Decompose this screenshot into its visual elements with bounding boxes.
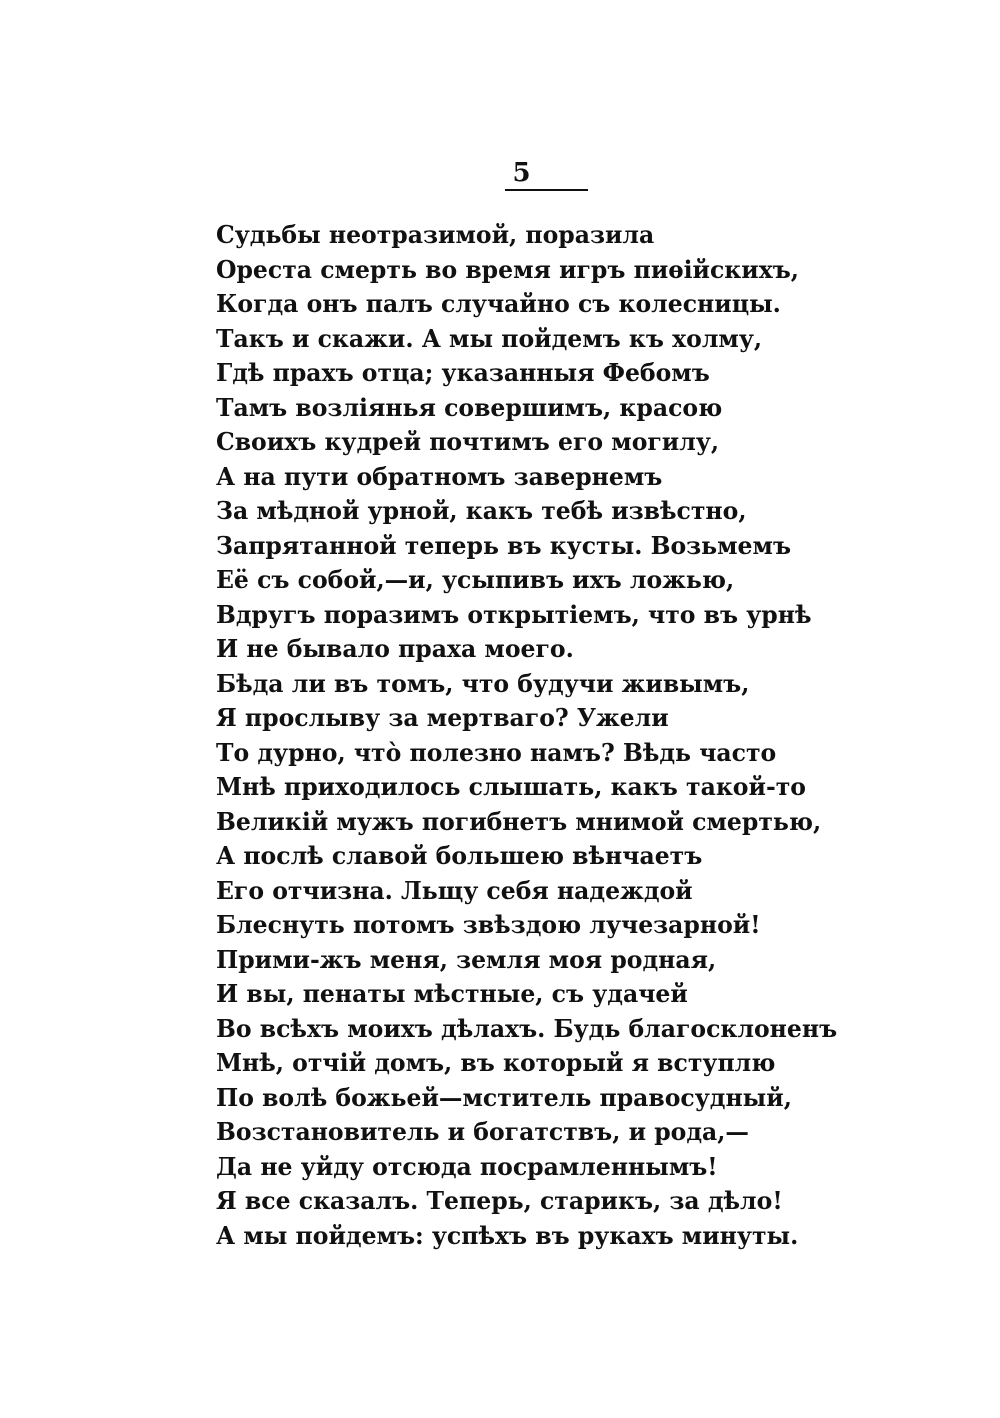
verse-line: Блеснуть потомъ звѣздою лучезарной!: [216, 910, 761, 939]
verse-line: Тамъ возліянья совершимъ, красою: [216, 392, 723, 422]
verse-line: Когда онъ палъ случайно съ колесницы.: [216, 289, 781, 318]
verse-text: [216, 218, 916, 1253]
verse-line: По волѣ божьей—мститель правосудный,: [216, 1082, 792, 1112]
verse-line: А послѣ славой большею вѣнчаетъ: [216, 841, 703, 870]
verse-line: Во всѣхъ моихъ дѣлахъ. Будь благосклоненъ: [216, 1013, 838, 1043]
verse-line: За мѣдной урной, какъ тебѣ извѣстно,: [216, 496, 747, 525]
verse-line: То дурно, что̀ полезно намъ? Вѣдь часто: [216, 737, 777, 767]
page-number-rule: [505, 189, 588, 191]
verse-line: Я все сказалъ. Теперь, старикъ, за дѣло!: [216, 1186, 783, 1215]
verse-line: Запрятанной теперь въ кусты. Возьмемъ: [216, 530, 791, 560]
verse-line: Вдругъ поразимъ открытіемъ, что въ урнѣ: [216, 599, 812, 629]
page-number: 5: [512, 158, 532, 188]
verse-line: А на пути обратномъ завернемъ: [216, 461, 663, 491]
verse-line: Такъ и скажи. А мы пойдемъ къ холму,: [216, 323, 763, 353]
verse-line: А мы пойдемъ: успѣхъ въ рукахъ минуты.: [216, 1220, 799, 1250]
verse-line: Да не уйду отсюда посрамленнымъ!: [216, 1151, 718, 1181]
verse-line: Мнѣ приходилось слышать, какъ такой-то: [216, 772, 806, 801]
verse-line: И вы, пенаты мѣстные, съ удачей: [216, 979, 688, 1008]
verse-line: Судьбы неотразимой, поразила: [216, 220, 655, 249]
verse-line: Прими-жъ меня, земля моя родная,: [216, 944, 717, 974]
verse-line: Мнѣ, отчій домъ, въ который я вступлю: [216, 1048, 776, 1077]
verse-line: Я прослыву за мертваго? Ужели: [216, 703, 669, 732]
verse-line: Великій мужъ погибнетъ мнимой смертью,: [216, 806, 822, 836]
verse-line: Бѣда ли въ томъ, что будучи живымъ,: [216, 668, 750, 698]
verse-line: Его отчизна. Льщу себя надеждой: [216, 875, 693, 905]
verse-line: Своихъ кудрей почтимъ его могилу,: [216, 427, 720, 456]
verse-line: И не бывало праха моего.: [216, 634, 574, 663]
verse-line: Её съ собой,—и, усыпивъ ихъ ложью,: [216, 565, 735, 594]
verse-line: Ореста смерть во время игръ пиѳійскихъ,: [216, 254, 799, 284]
verse-line: Возстановитель и богатствъ, и рода,—: [216, 1117, 749, 1146]
verse-line: Гдѣ прахъ отца; указанныя Фебомъ: [216, 358, 710, 387]
